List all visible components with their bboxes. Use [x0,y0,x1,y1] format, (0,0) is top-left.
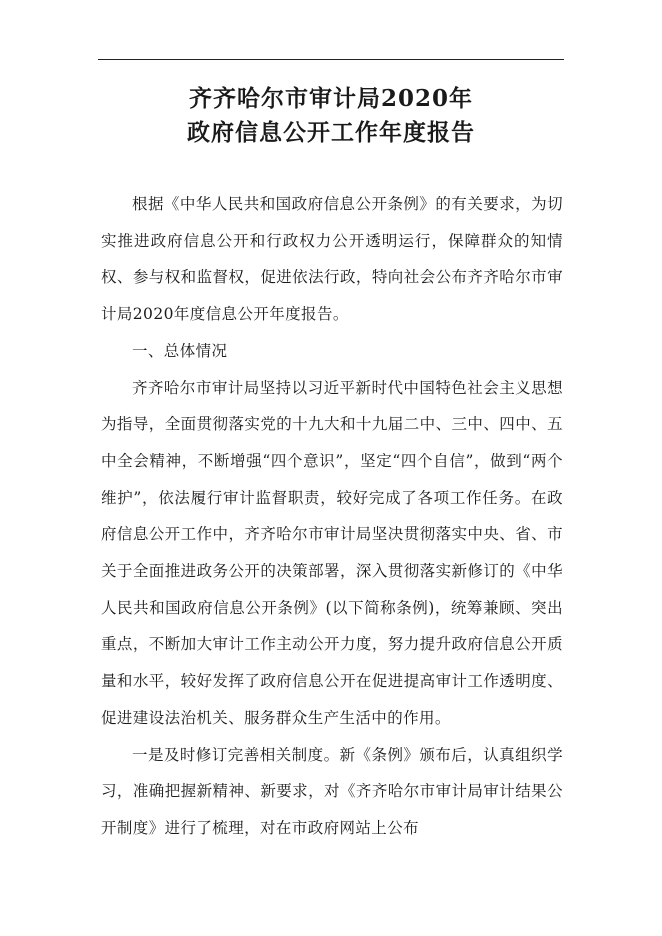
section-heading-overview: 一、总体情况 [132,341,228,360]
overview-paragraph: 齐齐哈尔市审计局坚持以习近平新时代中国特色社会主义思想为指导，全面贯彻落实党的十九大和十九届二中、三中、四中、五中全会精神，不断增强“四个意识”，坚定“四个自信”，做到“两个维护”，依法履行审计监督职责，较好完成了各项工作任务。在政府信息公开工作中，齐齐哈尔市审计局坚决贯彻落实中央、省、市关于全面推进政务公开的决策部署，深入贯彻落实新修订的《中华人民共和国政府信息公开条例》(以下简称条例)，统筹兼顾、突出重点，不断加大审计工作主动公开力度，努力提升政府信息公开质量和水平，较好发挥了政府信息公开在促进提高审计工作透明度、促进建设法治机关、服务群众生产生活中的作用。 [101,378,563,727]
intro-paragraph: 根据《中华人民共和国政府信息公开条例》的有关要求，为切实推进政府信息公开和行政权力公开透明运行，保障群众的知情权、参与权和监督权，促进依法行政，特向社会公布齐齐哈尔市审计局2020年度信息公开年度报告。 [101,195,563,324]
measures-paragraph: 一是及时修订完善相关制度。新《条例》颁布后，认真组织学习，准确把握新精神、新要求，对《齐齐哈尔市审计局审计结果公开制度》进行了梳理，对在市政府网站上公布 [101,745,563,837]
document-body [101,186,563,847]
document-title-line-2: 政府信息公开工作年度报告 [187,119,475,146]
header-rule [98,59,564,60]
document-title-line-1: 齐齐哈尔市审计局2020年 [188,85,473,112]
